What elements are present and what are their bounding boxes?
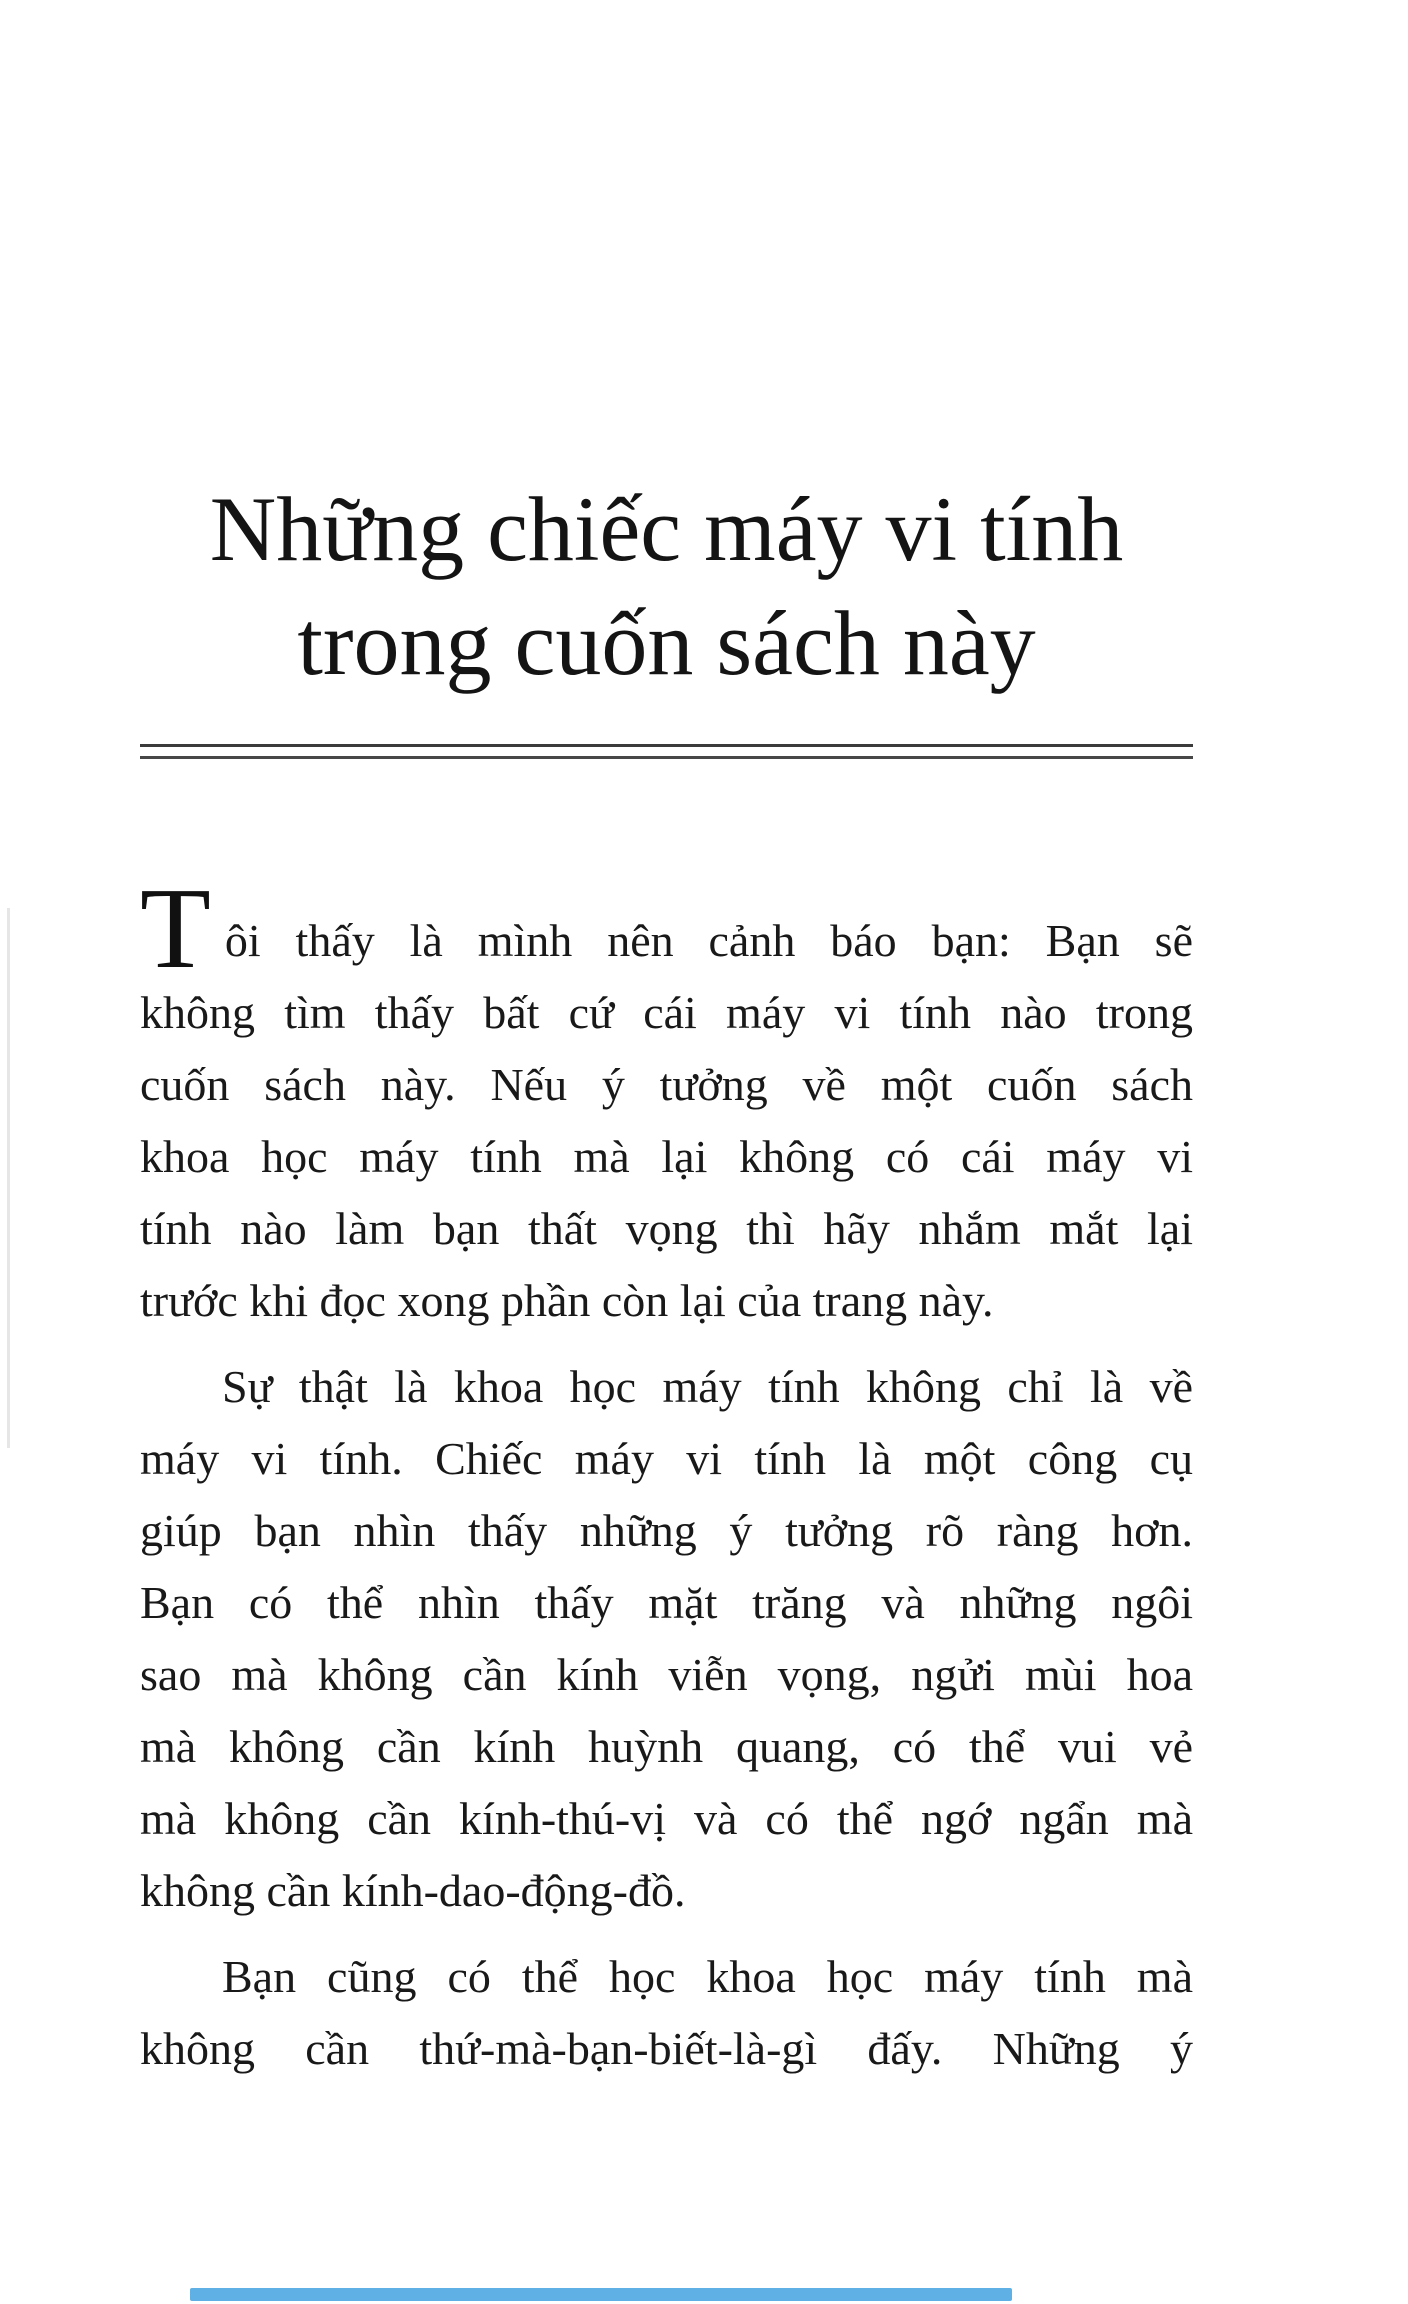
paragraph-1 bbox=[140, 865, 1193, 1337]
bottom-accent-bar bbox=[190, 2288, 1012, 2301]
chapter-title-line-1: Những chiếc máy vi tính bbox=[209, 478, 1124, 580]
chapter-title bbox=[140, 472, 1193, 700]
paragraph-3-line-1: Bạn cũng có thể học khoa học máy tính mà bbox=[222, 1951, 1193, 2002]
paragraph-1-line-5: tính nào làm bạn thất vọng thì hãy nhắm mắt lại bbox=[140, 1203, 1193, 1254]
paragraph-1-line-4: khoa học máy tính mà lại không có cái máy vi bbox=[140, 1131, 1193, 1182]
paragraph-2-line-2: máy vi tính. Chiếc máy vi tính là một công cụ bbox=[140, 1433, 1193, 1484]
paragraph-2 bbox=[140, 1351, 1193, 1927]
divider-rule-bottom bbox=[140, 756, 1193, 759]
paragraph-2-line-8: không cần kính-dao-động-đồ. bbox=[140, 1865, 686, 1916]
paragraph-2-line-6: mà không cần kính huỳnh quang, có thể vui vẻ bbox=[140, 1721, 1193, 1772]
paragraph-2-line-3: giúp bạn nhìn thấy những ý tưởng rõ ràng hơn. bbox=[140, 1505, 1193, 1556]
paragraph-1-line-2: không tìm thấy bất cứ cái máy vi tính nào trong bbox=[140, 987, 1193, 1038]
paragraph-1-line-6: trước khi đọc xong phần còn lại của trang này. bbox=[140, 1275, 994, 1326]
paragraph-3 bbox=[140, 1941, 1193, 2085]
title-divider bbox=[140, 744, 1193, 759]
paragraph-1-line-1 bbox=[140, 865, 1193, 993]
paragraph-1-line-3: cuốn sách này. Nếu ý tưởng về một cuốn sách bbox=[140, 1059, 1193, 1110]
paragraph-3-line-2: không cần thứ-mà-bạn-biết-là-gì đấy. Những ý bbox=[140, 2023, 1193, 2074]
body-text bbox=[140, 865, 1193, 2085]
scan-artifact-left-edge bbox=[7, 908, 10, 1448]
chapter-title-line-2: trong cuốn sách này bbox=[297, 592, 1036, 694]
paragraph-2-line-1: Sự thật là khoa học máy tính không chỉ là về bbox=[222, 1361, 1193, 1412]
divider-rule-top bbox=[140, 744, 1193, 747]
paragraph-2-line-7: mà không cần kính-thú-vị và có thể ngớ ngẩn mà bbox=[140, 1793, 1193, 1844]
paragraph-2-line-4: Bạn có thể nhìn thấy mặt trăng và những ngôi bbox=[140, 1577, 1193, 1628]
paragraph-1-line-1-text: ôi thấy là mình nên cảnh báo bạn: Bạn sẽ bbox=[224, 915, 1193, 966]
paragraph-2-line-5: sao mà không cần kính viễn vọng, ngửi mùi hoa bbox=[140, 1649, 1193, 1700]
drop-cap: T bbox=[140, 865, 211, 993]
